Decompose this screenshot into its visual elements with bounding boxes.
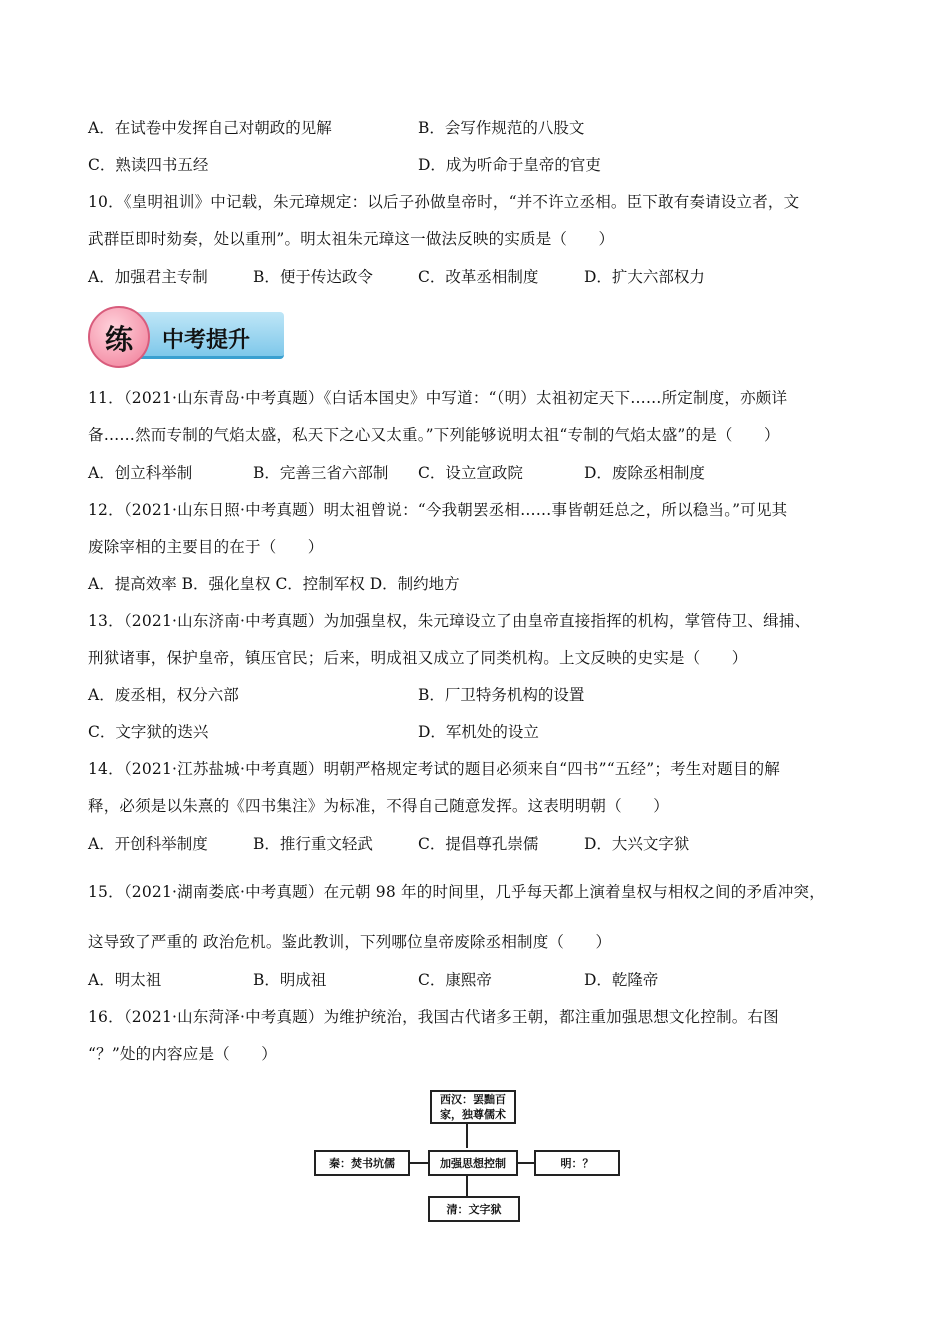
diagram-box-center: 加强思想控制 — [428, 1150, 518, 1176]
section-banner — [88, 306, 288, 362]
diagram-box-bottom: 清：文字狱 — [428, 1196, 520, 1222]
q14-line1: 14．（2021·江苏盐城·中考真题）明朝严格规定考试的题目必须来自“四书”“五经”；考生对题目的解 — [88, 760, 780, 778]
thought-control-diagram — [312, 1078, 632, 1228]
q10-line1: 10．《皇明祖训》中记载，朱元璋规定：以后子孙做皇帝时，“并不许立丞相。臣下敢有奏请设立者，文 — [88, 193, 800, 211]
connector-top — [466, 1122, 468, 1148]
connector-right — [516, 1162, 536, 1164]
q15-option-a: A．明太祖 — [88, 971, 162, 989]
q10-option-b: B．便于传达政令 — [253, 268, 373, 286]
q14-option-b: B．推行重文轻武 — [253, 835, 373, 853]
q10-line2: 武群臣即时劾奏，处以重刑”。明太祖朱元璋这一做法反映的实质是（ ） — [88, 230, 615, 248]
q13-option-b: B．厂卫特务机构的设置 — [418, 686, 585, 704]
q13-option-d: D．军机处的设立 — [418, 723, 539, 741]
q11-option-b: B．完善三省六部制 — [253, 464, 389, 482]
q12-options: A．提高效率 B．强化皇权 C．控制军权 D．制约地方 — [88, 575, 460, 593]
q9-option-c: C．熟读四书五经 — [88, 156, 209, 174]
q11-line2: 备……然而专制的气焰太盛，私天下之心又太重。”下列能够说明太祖“专制的气焰太盛”的是（ ） — [88, 426, 780, 444]
q13-line1: 13．（2021·山东济南·中考真题）为加强皇权，朱元璋设立了由皇帝直接指挥的机构，掌管侍卫、缉捕、 — [88, 612, 811, 630]
q14-option-c: C．提倡尊孔崇儒 — [418, 835, 539, 853]
q11-option-d: D．废除丞相制度 — [584, 464, 705, 482]
q9-option-a: A．在试卷中发挥自己对朝政的见解 — [88, 119, 332, 137]
q9-option-d: D．成为听命于皇帝的官吏 — [418, 156, 601, 174]
q15-option-b: B．明成祖 — [253, 971, 327, 989]
q15-option-d: D．乾隆帝 — [584, 971, 659, 989]
connector-left — [408, 1162, 428, 1164]
connector-bottom — [466, 1174, 468, 1196]
diagram-box-right: 明：？ — [534, 1150, 620, 1176]
q14-option-d: D．大兴文字狱 — [584, 835, 690, 853]
q12-line2: 废除宰相的主要目的在于（ ） — [88, 538, 324, 556]
q13-option-c: C．文字狱的迭兴 — [88, 723, 209, 741]
q14-line2: 释，必须是以朱熹的《四书集注》为标准，不得自己随意发挥。这表明明朝（ ） — [88, 797, 669, 815]
q11-option-c: C．设立宣政院 — [418, 464, 523, 482]
q13-line2: 刑狱诸事，保护皇帝，镇压官民；后来，明成祖又成立了同类机构。上文反映的史实是（ ） — [88, 649, 748, 667]
q15-line2: 这导致了严重的 政治危机。鉴此教训，下列哪位皇帝废除丞相制度（ ） — [88, 933, 612, 951]
q9-option-b: B．会写作规范的八股文 — [418, 119, 585, 137]
q15-line1: 15．（2021·湖南娄底·中考真题）在元朝 98 年的时间里，几乎每天都上演着皇权与相权之间的矛盾冲突， — [88, 883, 825, 901]
q10-option-d: D．扩大六部权力 — [584, 268, 705, 286]
diagram-box-left: 秦：焚书坑儒 — [314, 1150, 410, 1176]
q13-option-a: A．废丞相，权分六部 — [88, 686, 239, 704]
diagram-box-top: 西汉：罢黜百家，独尊儒术 — [430, 1090, 516, 1124]
banner-badge-text: 练 — [104, 323, 133, 356]
q11-line1: 11．（2021·山东青岛·中考真题）《白话本国史》中写道：“（明）太祖初定天下……所定制度，亦颇详 — [88, 389, 788, 407]
banner-badge — [88, 306, 150, 368]
q16-line2: “？”处的内容应是（ ） — [88, 1045, 277, 1063]
q12-line1: 12．（2021·山东日照·中考真题）明太祖曾说：“今我朝罢丞相……事皆朝廷总之，所以稳当。”可见其 — [88, 501, 788, 519]
banner-title: 中考提升 — [162, 328, 251, 353]
q14-option-a: A．开创科举制度 — [88, 835, 208, 853]
q10-option-a: A．加强君主专制 — [88, 268, 208, 286]
q16-line1: 16．（2021·山东菏泽·中考真题）为维护统治，我国古代诸多王朝，都注重加强思想文化控制。右图 — [88, 1008, 779, 1026]
q10-option-c: C．改革丞相制度 — [418, 268, 539, 286]
q15-option-c: C．康熙帝 — [418, 971, 492, 989]
q11-option-a: A．创立科举制 — [88, 464, 193, 482]
